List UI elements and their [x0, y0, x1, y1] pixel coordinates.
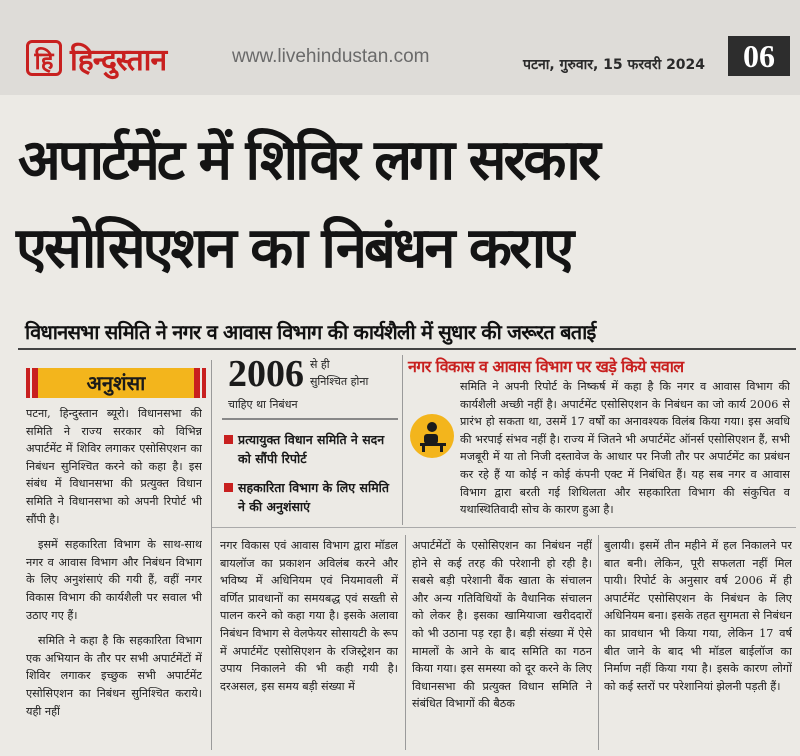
- factbox-note-line: से ही: [310, 358, 330, 371]
- column-rule: [598, 535, 599, 750]
- hindustan-logo: हि: [26, 40, 62, 76]
- factbox-note: [310, 356, 368, 390]
- bullet-square-icon: [224, 483, 233, 492]
- questions-text: [410, 378, 790, 518]
- list-item: [222, 478, 398, 516]
- factbox-bullets: [222, 418, 398, 530]
- body-column-2: नगर विकास एवं आवास विभाग द्वारा मॉडल बायलॉज का प्रकाशन अविलंब करने और भविष्य में अधिनियम एवं नियमावली में वर्णित प्रावधानों का समयबद्ध एवं सख्ती से पालन करने को कहा गया है। इसके अलावा निबंधन विभाग से वेलफेयर सोसायटी के रूप में अपार्टमेंट एसोसिएशन के रजिस्ट्रेशन का उपाय निकालने की भी कही गयी है। दरअसल, इस समय बड़ी संख्या में: [220, 539, 398, 693]
- left-column: [26, 405, 202, 751]
- website-url[interactable]: www.livehindustan.com: [232, 46, 430, 67]
- subheadline: विधानसभा समिति ने नगर व आवास विभाग की कार्यशैली में सुधार की जरूरत बताई: [25, 320, 596, 344]
- column-rule: [211, 360, 212, 750]
- headline-line-1: अपार्टमेंट में शिविर लगा सरकार: [18, 128, 598, 193]
- questions-paragraph: समिति ने अपनी रिपोर्ट के निष्कर्ष में कहा है कि नगर व आवास विभाग की कार्यशैली अच्छी नहीं है। अपार्टमेंट एसोसिएशन के निबंधन का जो कार्य 2006 से प्रारंभ हो सकता था, उसमें 17 वर्षों का अनावश्यक विलंब किया गया। इस अवधि की भरपाई संभव नहीं है। राज्य में जितने भी अपार्टमेंट ऑनर्स एसोसिएशन हैं, सभी मजबूरी में या तो निजी दस्तावेज के आधार पर निजी तौर पर अपार्टमेंट का प्रबंधन कर रहे हैं या कोई न कोई कंपनी एक्ट में निबंधित हैं। यह सब नगर व आवास विभाग द्वारा बरती गई शिथिलता और सहकारिता विभाग की संकुचित व यथास्थितिवादी सोच के कारण हुआ है।: [460, 380, 790, 517]
- paragraph: पटना, हिन्दुस्तान ब्यूरो। विधानसभा की समिति ने राज्य सरकार को विभिन्न अपार्टमेंट में शिविर लगाकर एसोसिएशन का निबंधन सुनिश्चित करने को कहा है। इस संबंध में विधानसभा की प्रत्युक्त विधान समिति ने विधानसभा को अपनी रिपोर्ट भी सौंपी है।: [26, 407, 202, 526]
- recommendation-badge: अनुशंसा: [32, 368, 200, 398]
- factbox-note-line: चाहिए था निबंधन: [228, 398, 298, 411]
- divider: [212, 527, 796, 528]
- brand-name: हिन्दुस्तान: [70, 43, 167, 78]
- headline: [18, 128, 793, 282]
- paragraph: इसमें सहकारिता विभाग के साथ-साथ नगर व आवास विभाग और निबंधन विभाग के लिए अनुशंसाएं की गयी हैं, वहीं नगर विकास विभाग की कार्यशैली पर सवाल भी उठाए गए हैं।: [26, 538, 202, 622]
- bullet-square-icon: [224, 435, 233, 444]
- divider: [18, 348, 796, 350]
- column-rule: [405, 535, 406, 750]
- bullet-text: सहकारिता विभाग के लिए समिति ने की अनुशंसाएं: [238, 480, 390, 514]
- headline-line-2: एसोसिएशन का निबंधन कराए: [16, 216, 572, 281]
- list-item: [222, 430, 398, 468]
- factbox-year: 2006: [228, 353, 304, 395]
- bullet-text: प्रत्यायुक्त विधान समिति ने सदन को सौंपी रिपोर्ट: [238, 432, 385, 466]
- paragraph: समिति ने कहा है कि सहकारिता विभाग एक अभियान के तौर पर सभी अपार्टमेंटों में शिविर लगाकर इच्छुक सभी अपार्टमेंट एसोसिएशन का निबंधन सुनिश्चित कराये। यही नहीं: [26, 634, 202, 718]
- body-column-4: बुलायी। इसमें तीन महीने में हल निकालने पर बात बनी। लेकिन, पूरी सफलता नहीं मिल पायी। रिपोर्ट के अनुसार वर्ष 2006 में ही अपार्टमेंट एसोसिएशन के निबंधन के लिए अधिनियम बना। इसके तहत सुगमता से निबंधन का प्रावधान भी किया गया, लेकिन 17 वर्ष बीत जाने के बाद भी मॉडल बाईलॉज का निर्माण नहीं किया गया है। इसके कारण लोगों को कई स्तरों पर परेशानियां झेलनी पड़ती हैं।: [604, 539, 792, 693]
- dateline: पटना, गुरुवार, 15 फरवरी 2024: [523, 57, 706, 73]
- body-column-3: अपार्टमेंटों के एसोसिएशन का निबंधन नहीं होने से कई तरह की परेशानी हो रही है। सबसे बड़ी परेशानी बैंक खाता के संचालन और अन्य गतिविधियों के वैधानिक संचालन को लेकर है। इसका खामियाजा खरीददारों को भी उठाना पड़ रहा है। बड़ी संख्या में ऐसे मामलों के आने के बाद समिति का गठन किया गया। इस समस्या को दूर करने के लिए विधानसभा की प्रत्युक्त विधान समिति ने संबंधित विभागों की बैठक: [412, 539, 592, 711]
- column-rule: [402, 355, 403, 525]
- factbox-note-line: सुनिश्चित होना: [310, 375, 369, 388]
- masthead: [0, 0, 800, 95]
- questions-title: नगर विकास व आवास विभाग पर खड़े किये सवाल: [408, 357, 684, 376]
- page-number: 06: [728, 36, 790, 76]
- icon-float-spacer: [410, 414, 460, 502]
